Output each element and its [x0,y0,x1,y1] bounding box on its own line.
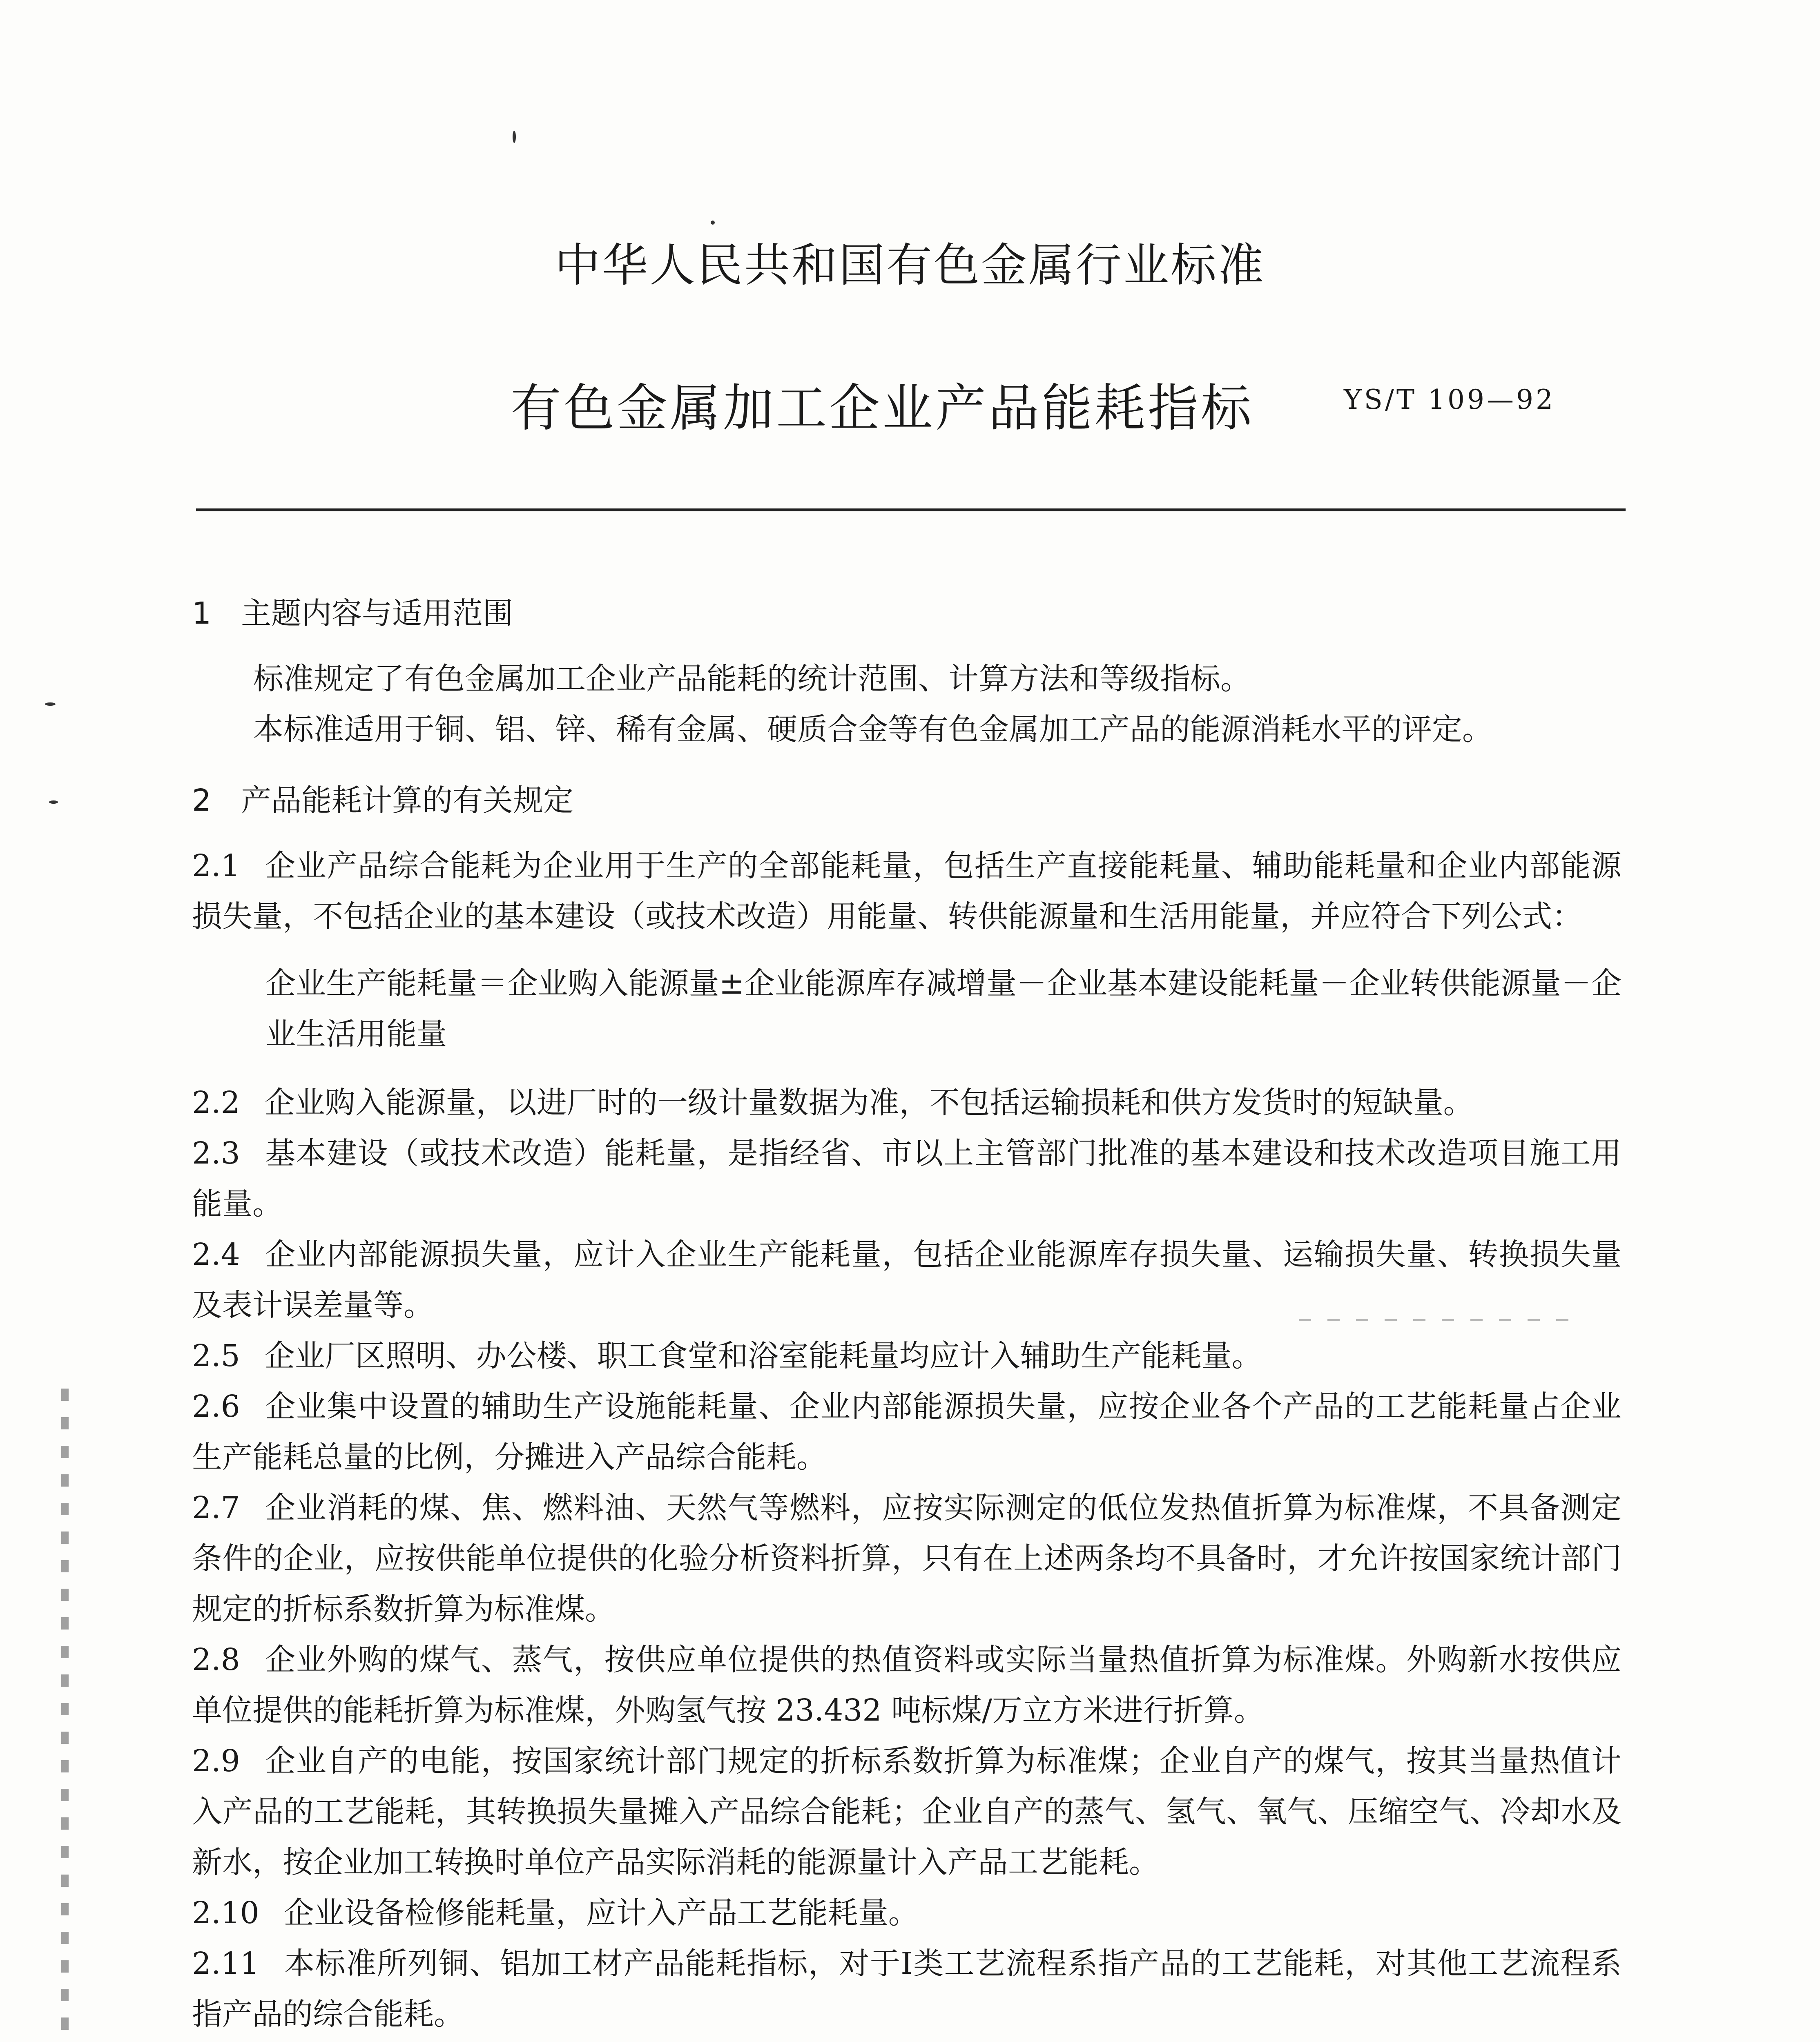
clause-number: 2.3 [192,1136,240,1171]
clause-text: 企业厂区照明、办公楼、职工食堂和浴室能耗量均应计入辅助生产能耗量。 [264,1338,1262,1373]
clause-text: 企业产品综合能耗为企业用于生产的全部能耗量，包括生产直接能耗量、辅助能耗量和企业内部能源损失量，不包括企业的基本建设（或技术改造）用能量、转供能源量和生活用能量，并应符合下列公式： [192,848,1621,934]
scan-speck [513,131,516,143]
clause-text: 本标准所列铜、铝加工材产品能耗指标，对于Ⅰ类工艺流程系指产品的工艺能耗，对其他工艺流程系指产品的综合能耗。 [192,1946,1621,2032]
binding-marks [61,1389,69,2042]
clause-text: 企业自产的电能，按国家统计部门规定的折标系数折算为标准煤；企业自产的煤气，按其当量热值计入产品的工艺能耗，其转换损失量摊入产品综合能耗；企业自产的蒸气、氢气、氧气、压缩空气、冷却水及新水，按企业加工转换时单位产品实际消耗的能源量计入产品工艺能耗。 [192,1743,1621,1880]
clause [192,1381,1621,1482]
clause-number: 2.5 [192,1338,240,1373]
clause-number: 2.6 [192,1389,240,1424]
clause-text: 企业集中设置的辅助生产设施能耗量、企业内部能源损失量，应按企业各个产品的工艺能耗量占企业生产能耗总量的比例，分摊进入产品综合能耗。 [192,1389,1621,1475]
section-number: 2 [192,783,212,818]
document-title: 有色金属加工企业产品能耗指标 [511,379,1254,438]
clause [192,1482,1621,1634]
clause-number: 2.2 [192,1085,240,1120]
scan-speck [49,800,58,804]
section-number: 1 [192,596,212,631]
clause-number: 2.8 [192,1642,240,1677]
standard-code: YS/T 109—92 [1344,384,1555,415]
clause-text: 企业内部能源损失量，应计入企业生产能耗量，包括企业能源库存损失量、运输损失量、转换损失量及表计误差量等。 [192,1237,1621,1323]
clause-number: 2.11 [192,1946,259,1981]
clause [192,1331,1621,1381]
clause-number: 2.9 [192,1743,240,1779]
industry-standard-header: 中华人民共和国有色金属行业标准 [555,239,1265,292]
clause-number: 2.1 [192,848,240,883]
paragraph: 本标准适用于铜、铝、锌、稀有金属、硬质合金等有色金属加工产品的能源消耗水平的评定。 [253,712,1492,747]
section-heading [192,588,1621,639]
formula-energy-consumption: 企业生产能耗量＝企业购入能源量±企业能源库存减增量－企业基本建设能耗量－企业转供能源量－企业生活用能量 [265,966,1621,1052]
clause-text: 企业消耗的煤、焦、燃料油、天然气等燃料，应按实际测定的低位发热值折算为标准煤，不具备测定条件的企业，应按供能单位提供的化验分析资料折算，只有在上述两条均不具备时，才允许按国家统计部门规定的折标系数折算为标准煤。 [192,1490,1621,1627]
clause [192,1736,1621,1888]
clause-number: 2.7 [192,1490,240,1525]
scan-speck [711,221,715,225]
document-body [192,588,1621,2042]
scan-speck [45,702,56,706]
clause [192,1229,1621,1331]
clause-number: 2.4 [192,1237,240,1272]
clause-text: 基本建设（或技术改造）能耗量，是指经省、市以上主管部门批准的基本建设和技术改造项目施工用能量。 [192,1136,1621,1222]
section-heading-text: 产品能耗计算的有关规定 [241,783,573,818]
clause [192,1938,1621,2040]
section-heading-text: 主题内容与适用范围 [241,596,513,631]
clause [192,1077,1621,1128]
clause-number [192,2040,259,2042]
clause-text: 企业设备检修能耗量，应计入产品工艺能耗量。 [283,1895,919,1931]
clause [192,1128,1621,1229]
clause-text: 企业外购的煤气、蒸气，按供应单位提供的热值资料或实际当量热值折算为标准煤。外购新水按供应单位提供的能耗折算为标准煤，外购氢气按 23.432 吨标煤/万立方米进行折算。 [192,1642,1621,1728]
header-rule [196,508,1626,511]
clause [192,1888,1621,1938]
clause [192,1634,1621,1736]
clause-number: 2.10 [192,1895,259,1931]
clause [192,2040,1621,2042]
clause [192,840,1621,942]
clause-text: 企业购入能源量，以进厂时的一级计量数据为准，不包括运输损耗和供方发货时的短缺量。 [264,1085,1474,1120]
section-heading [192,775,1621,826]
paragraph: 标准规定了有色金属加工企业产品能耗的统计范围、计算方法和等级指标。 [253,661,1251,696]
